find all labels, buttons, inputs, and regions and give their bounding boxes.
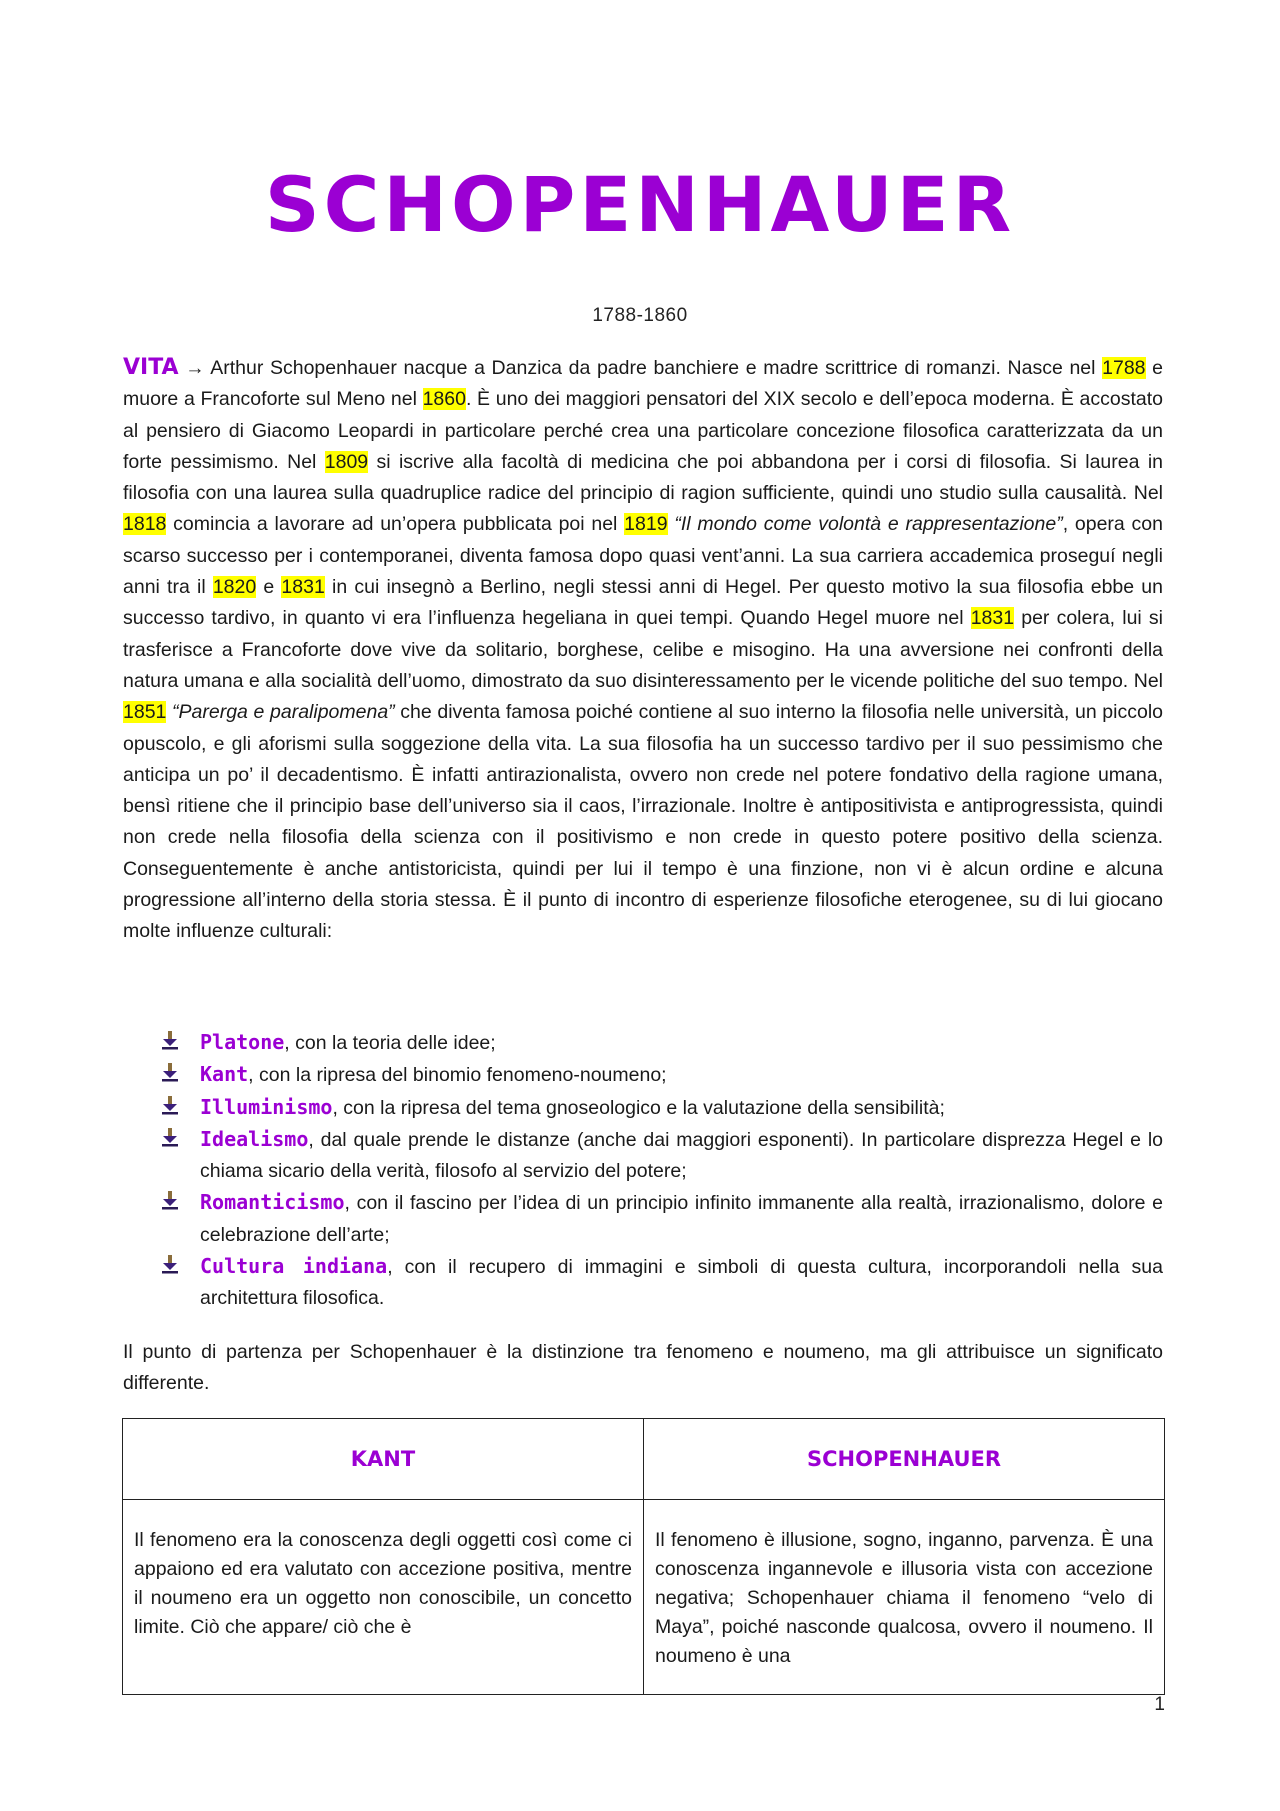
text-run: , opera con scarso successo per i contemporanei, diventa famosa dopo quasi vent’anni. La sua carriera accademica proseguí negli anni tra il: [123, 513, 1163, 599]
highlighted-year: 1860: [422, 388, 466, 411]
highlighted-year: 1820: [212, 576, 257, 599]
highlighted-year: 1831: [281, 576, 325, 599]
header-schopenhauer: SCHOPENHAUER: [644, 1419, 1165, 1500]
influences-list: [160, 1027, 1163, 1315]
cell-schopenhauer-text: Il fenomeno è illusione, sogno, inganno, parvenza. È una conoscenza ingannevole e illusoria vista con accezione negativa; Schopenhauer chiama il fenomeno “velo di Maya”, poiché nasconde qualcosa, ovvero il noumeno. Il noumeno è una: [655, 1529, 1153, 1667]
influence-keyword: Romanticismo: [200, 1190, 345, 1215]
arrow-down-bullet-icon: [162, 1095, 178, 1115]
vita-body: [123, 357, 1163, 942]
document-title: SCHOPENHAUER: [264, 160, 1016, 249]
table-header-row: [123, 1419, 1165, 1500]
list-item: [160, 1092, 1163, 1124]
arrow-down-bullet-icon: [162, 1062, 178, 1082]
table-row: [123, 1500, 1165, 1695]
vita-paragraph: [123, 352, 1163, 948]
right-arrow-icon: →: [185, 357, 205, 379]
highlighted-year: 1819: [624, 513, 668, 536]
arrow-down-bullet-icon: [162, 1190, 178, 1210]
work-title: “Parerga e paralipomena”: [172, 701, 395, 724]
text-run: . È uno dei maggiori pensatori del XIX secolo e dell’epoca moderna. È accostato al pensiero di Giacomo Leopardi in particolare perché crea una particolare concezione filosofica caratterizzata da un forte pessimismo. Nel: [123, 388, 1163, 473]
list-item: [160, 1251, 1163, 1315]
list-item: [160, 1059, 1163, 1091]
highlighted-year: 1809: [324, 450, 369, 473]
list-item: [160, 1187, 1163, 1251]
text-run: e: [256, 576, 282, 599]
highlighted-year: 1851: [123, 701, 167, 724]
arrow-down-bullet-icon: [162, 1030, 178, 1050]
cell-kant: [123, 1500, 644, 1695]
influence-keyword: Illuminismo: [200, 1094, 333, 1119]
highlighted-year: 1788: [1102, 357, 1146, 379]
influence-keyword: Cultura indiana: [200, 1254, 388, 1279]
influence-description: , dal quale prende le distanze (anche dai maggiori esponenti). In particolare disprezza Hegel e lo chiama sicario della verità, filosofo al servizio del potere;: [200, 1128, 1163, 1183]
influence-description: , con la ripresa del binomio fenomeno-noumeno;: [248, 1064, 667, 1087]
influence-description: , con il fascino per l’idea di un principio infinito immanente alla realtà, irrazionalismo, dolore e celebrazione dell’arte;: [200, 1192, 1163, 1246]
cell-schopenhauer: [644, 1500, 1165, 1695]
list-item: [160, 1027, 1163, 1059]
influence-keyword: Platone: [200, 1030, 285, 1054]
influence-keyword: Idealismo: [200, 1126, 309, 1151]
highlighted-year: 1831: [970, 607, 1015, 630]
header-kant: KANT: [123, 1419, 644, 1500]
list-item: [160, 1124, 1163, 1188]
influence-description: , con il recupero di immagini e simboli di questa cultura, incorporandoli nella sua architettura filosofica.: [200, 1256, 1163, 1310]
influence-description: , con la teoria delle idee;: [284, 1032, 496, 1054]
text-run: comincia a lavorare ad un’opera pubblicata poi nel: [166, 513, 625, 536]
cell-kant-text: Il fenomeno era la conoscenza degli oggetti così come ci appaiono ed era valutato con accezione positiva, mentre il noumeno era un oggetto non conoscibile, un concetto limite. Ciò che appare/ ciò che è: [134, 1529, 632, 1638]
text-run: Arthur Schopenhauer nacque a Danzica da padre banchiere e madre scrittrice di romanzi. Nasce nel: [204, 357, 1103, 379]
intro-paragraph: Il punto di partenza per Schopenhauer è la distinzione tra fenomeno e noumeno, ma gli attribuisce un significato differente.: [123, 1341, 1163, 1395]
influence-keyword: Kant: [200, 1062, 249, 1087]
influence-description: , con la ripresa del tema gnoseologico e la valutazione della sensibilità;: [332, 1096, 945, 1119]
work-title: “Il mondo come volontà e rappresentazione”: [674, 513, 1063, 536]
text-run: che diventa famosa poiché contiene al suo interno la filosofia nelle università, un piccolo opuscolo, e gli aforismi sulla soggezione della vita. La sua filosofia ha un successo tardivo per il suo pessimismo che anticipa un po’ il decadentismo. È infatti antirazionalista, ovvero non crede nel potere fondativo della ragione umana, bensì ritiene che il principio base dell’universo sia il caos, l’irrazionale. Inoltre è antipositivista e antiprogressista, quindi non crede nella filosofia della scienza con il positivismo e non crede in questo potere positivo della scienza. Conseguentemente è anche antistoricista, quindi per lui il tempo è una finzione, non vi è alcun ordine e alcuna progressione all’interno della storia stessa. È il punto di incontro di esperienze filosofiche eterogenee, su di lui giocano molte influenze culturali:: [123, 701, 1163, 943]
page-number: 1: [1154, 1694, 1165, 1715]
text-run: e muore a Francoforte sul Meno nel: [123, 357, 1163, 411]
text-run: in cui insegnò a Berlino, negli stessi anni di Hegel. Per questo motivo la sua filosofia ebbe un successo tardivo, in quanto vi era l’influenza hegeliana in quei tempi. Quando Hegel muore nel: [123, 576, 1163, 630]
text-run: si iscrive alla facoltà di medicina che poi abbandona per i corsi di filosofia. Si laurea in filosofia con una laurea sulla quadruplice radice del principio di ragion sufficiente, quindi uno studio sulla causalità. Nel: [123, 450, 1163, 505]
vita-label: VITA: [123, 355, 179, 380]
arrow-down-bullet-icon: [162, 1127, 178, 1147]
life-dates: 1788-1860: [592, 305, 688, 326]
highlighted-year: 1818: [123, 513, 167, 536]
arrow-down-bullet-icon: [162, 1254, 178, 1274]
comparison-table: [122, 1418, 1165, 1695]
text-run: per colera, lui si trasferisce a Francoforte dove vive da solitario, borghese, celibe e misogino. Ha una avversione nei confronti della natura umana e alla socialità dell’uomo, dimostrato da suo disinteressamento per le vicende politiche del suo tempo. Nel: [123, 607, 1163, 692]
